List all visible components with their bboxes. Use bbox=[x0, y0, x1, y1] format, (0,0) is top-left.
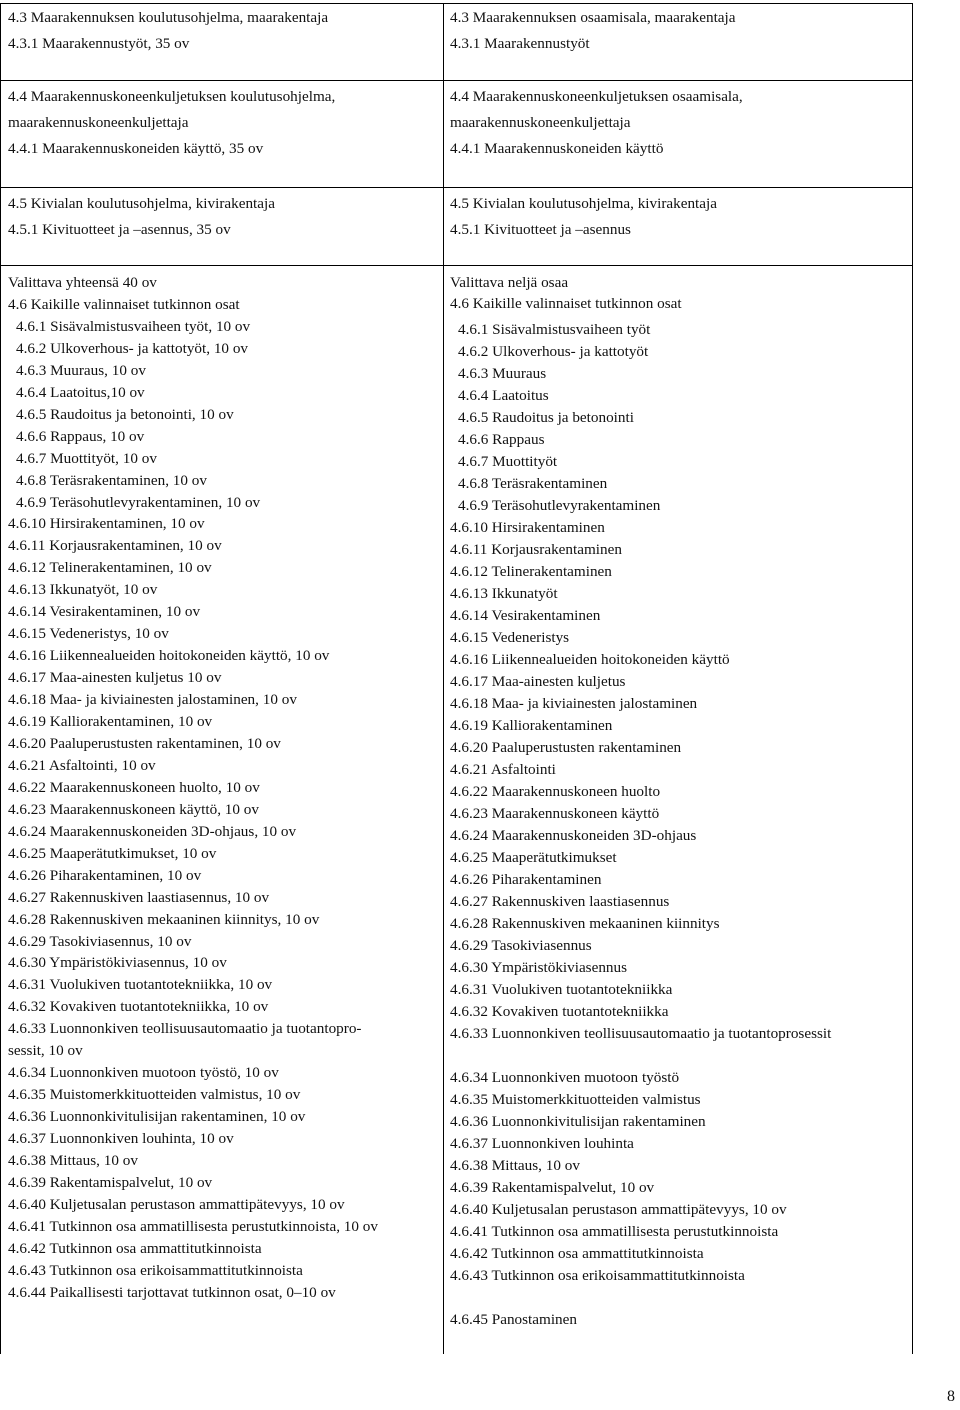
text-line: maarakennuskoneenkuljettaja bbox=[450, 114, 631, 131]
text-line: 4.6.38 Mittaus, 10 ov bbox=[450, 1157, 580, 1174]
text-line: Valittava neljä osaa bbox=[450, 274, 569, 291]
page-number: 8 bbox=[947, 1388, 955, 1405]
text-line: 4.6.42 Tutkinnon osa ammattitutkinnoista bbox=[8, 1239, 262, 1257]
text-line: 4.6.4 Laatoitus,10 ov bbox=[16, 383, 145, 401]
text-line: 4.6.17 Maa-ainesten kuljetus 10 ov bbox=[8, 669, 222, 687]
text-line: 4.6.6 Rappaus, 10 ov bbox=[16, 427, 145, 445]
text-line: 4.6.7 Muottityöt bbox=[458, 453, 558, 470]
text-line: 4.6.29 Tasokiviasennus, 10 ov bbox=[8, 932, 192, 950]
text-line: 4.6.45 Panostaminen bbox=[450, 1311, 577, 1328]
text-line: 4.6.42 Tutkinnon osa ammattitutkinnoista bbox=[450, 1245, 704, 1262]
text-line: 4.6.37 Luonnonkiven louhinta, 10 ov bbox=[8, 1130, 234, 1148]
text-line: 4.6.39 Rakentamispalvelut, 10 ov bbox=[8, 1173, 213, 1191]
text-line: 4.6.18 Maa- ja kiviainesten jalostaminen bbox=[450, 695, 698, 712]
text-line: 4.6.25 Maaperätutkimukset, 10 ov bbox=[8, 844, 217, 862]
table-left-border bbox=[0, 3, 1, 1354]
text-line: 4.6.26 Piharakentaminen bbox=[450, 871, 602, 888]
text-line: 4.6.29 Tasokiviasennus bbox=[450, 937, 592, 954]
text-line: 4.6.27 Rakennuskiven laastiasennus, 10 ov bbox=[8, 888, 270, 906]
table-top-border bbox=[0, 3, 913, 4]
text-line: 4.6 Kaikille valinnaiset tutkinnon osat bbox=[8, 295, 240, 313]
text-line: 4.6.28 Rakennuskiven mekaaninen kiinnitys bbox=[450, 915, 720, 932]
text-line: 4.6.14 Vesirakentaminen bbox=[450, 607, 601, 624]
column-divider bbox=[443, 3, 444, 1354]
text-line: 4.6.34 Luonnonkiven muotoon työstö bbox=[450, 1069, 680, 1086]
text-line: 4.6.8 Teräsrakentaminen bbox=[458, 475, 608, 492]
text-line: 4.6.22 Maarakennuskoneen huolto, 10 ov bbox=[8, 778, 260, 796]
row-divider bbox=[0, 187, 913, 188]
text-line: 4.6.44 Paikallisesti tarjottavat tutkinnon osat, 0–10 ov bbox=[8, 1283, 336, 1301]
row-divider bbox=[0, 265, 913, 266]
text-line: 4.5 Kivialan koulutusohjelma, kivirakentaja bbox=[450, 195, 717, 212]
text-line: 4.6.19 Kalliorakentaminen bbox=[450, 717, 613, 734]
text-line: 4.4 Maarakennuskoneenkuljetuksen koulutusohjelma, bbox=[8, 88, 336, 105]
text-line: 4.6.24 Maarakennuskoneiden 3D-ohjaus bbox=[450, 827, 697, 844]
text-line: 4.6.18 Maa- ja kiviainesten jalostaminen, 10 ov bbox=[8, 691, 297, 709]
text-line: 4.6.33 Luonnonkiven teollisuusautomaatio ja tuotantoprosessit bbox=[450, 1025, 832, 1042]
text-line: 4.6.31 Vuolukiven tuotantotekniikka, 10 ov bbox=[8, 976, 273, 994]
text-line: 4.4 Maarakennuskoneenkuljetuksen osaamisala, bbox=[450, 88, 743, 105]
text-line: 4.3 Maarakennuksen koulutusohjelma, maarakentaja bbox=[8, 9, 329, 26]
text-line: 4.6.41 Tutkinnon osa ammatillisesta perustutkinnoista bbox=[450, 1223, 779, 1240]
text-line: 4.6.5 Raudoitus ja betonointi bbox=[458, 409, 634, 426]
text-line: 4.6.21 Asfaltointi, 10 ov bbox=[8, 756, 156, 774]
text-line: 4.3 Maarakennuksen osaamisala, maarakentaja bbox=[450, 9, 736, 26]
text-line: 4.6.32 Kovakiven tuotantotekniikka bbox=[450, 1003, 669, 1020]
text-line: 4.6.15 Vedeneristys, 10 ov bbox=[8, 625, 169, 643]
text-line: 4.6.13 Ikkunatyöt, 10 ov bbox=[8, 581, 158, 599]
text-line: 4.6.23 Maarakennuskoneen käyttö, 10 ov bbox=[8, 800, 259, 818]
text-line: 4.6.7 Muottityöt, 10 ov bbox=[16, 449, 157, 467]
text-line: 4.6.34 Luonnonkiven muotoon työstö, 10 ov bbox=[8, 1064, 279, 1082]
text-line: 4.6.30 Ympäristökiviasennus, 10 ov bbox=[8, 954, 227, 972]
text-line: 4.6.2 Ulkoverhous- ja kattotyöt bbox=[458, 343, 649, 360]
text-line: 4.6.28 Rakennuskiven mekaaninen kiinnitys, 10 ov bbox=[8, 910, 320, 928]
text-line: 4.6.9 Teräsohutlevyrakentaminen bbox=[458, 497, 661, 514]
text-line: 4.6.3 Muuraus, 10 ov bbox=[16, 361, 146, 379]
text-line: 4.6.39 Rakentamispalvelut, 10 ov bbox=[450, 1179, 655, 1196]
text-line: 4.6.2 Ulkoverhous- ja kattotyöt, 10 ov bbox=[16, 339, 249, 357]
text-line: 4.6.11 Korjausrakentaminen, 10 ov bbox=[8, 537, 222, 555]
text-line: 4.6 Kaikille valinnaiset tutkinnon osat bbox=[450, 295, 682, 312]
text-line: 4.6.15 Vedeneristys bbox=[450, 629, 570, 646]
text-line: 4.6.12 Telinerakentaminen bbox=[450, 563, 612, 580]
text-line: 4.6.38 Mittaus, 10 ov bbox=[8, 1152, 138, 1169]
text-line: 4.6.43 Tutkinnon osa erikoisammattitutkinnoista bbox=[450, 1267, 745, 1284]
text-line: 4.6.40 Kuljetusalan perustason ammattipätevyys, 10 ov bbox=[8, 1195, 345, 1213]
text-line: 4.6.11 Korjausrakentaminen bbox=[450, 541, 622, 558]
text-line: Valittava yhteensä 40 ov bbox=[8, 274, 157, 291]
text-line: 4.6.30 Ympäristökiviasennus bbox=[450, 959, 628, 976]
text-line: 4.6.8 Teräsrakentaminen, 10 ov bbox=[16, 471, 207, 489]
text-line: 4.6.36 Luonnonkivitulisijan rakentaminen, 10 ov bbox=[8, 1108, 306, 1126]
text-line: sessit, 10 ov bbox=[8, 1042, 83, 1060]
text-line: 4.6.37 Luonnonkiven louhinta bbox=[450, 1135, 634, 1152]
text-line: 4.6.26 Piharakentaminen, 10 ov bbox=[8, 866, 202, 884]
text-line: 4.6.17 Maa-ainesten kuljetus bbox=[450, 673, 626, 690]
text-line: 4.6.12 Telinerakentaminen, 10 ov bbox=[8, 559, 212, 577]
text-line: 4.6.10 Hirsirakentaminen, 10 ov bbox=[8, 515, 205, 533]
text-line: 4.3.1 Maarakennustyöt, 35 ov bbox=[8, 35, 190, 52]
table-right-border bbox=[912, 3, 913, 1354]
row-divider bbox=[0, 80, 913, 81]
text-line: 4.4.1 Maarakennuskoneiden käyttö, 35 ov bbox=[8, 140, 264, 157]
text-line: 4.6.16 Liikennealueiden hoitokoneiden käyttö bbox=[450, 651, 730, 668]
text-line: 4.6.19 Kalliorakentaminen, 10 ov bbox=[8, 713, 213, 730]
text-line: 4.6.33 Luonnonkiven teollisuusautomaatio ja tuotantopro- bbox=[8, 1020, 362, 1038]
text-line: 4.6.14 Vesirakentaminen, 10 ov bbox=[8, 603, 201, 621]
text-line: 4.6.21 Asfaltointi bbox=[450, 761, 556, 778]
text-line: 4.6.31 Vuolukiven tuotantotekniikka bbox=[450, 981, 673, 998]
text-line: 4.6.16 Liikennealueiden hoitokoneiden käyttö, 10 ov bbox=[8, 647, 330, 665]
text-line: 4.6.43 Tutkinnon osa erikoisammattitutkinnoista bbox=[8, 1261, 303, 1279]
text-line: 4.6.41 Tutkinnon osa ammatillisesta perustutkinnoista, 10 ov bbox=[8, 1217, 378, 1235]
text-line: 4.6.27 Rakennuskiven laastiasennus bbox=[450, 893, 670, 910]
text-line: 4.6.35 Muistomerkkituotteiden valmistus, 10 ov bbox=[8, 1086, 301, 1104]
text-line: 4.6.6 Rappaus bbox=[458, 431, 545, 448]
text-line: 4.6.22 Maarakennuskoneen huolto bbox=[450, 783, 661, 800]
text-line: 4.5 Kivialan koulutusohjelma, kivirakentaja bbox=[8, 195, 275, 212]
text-line: 4.6.10 Hirsirakentaminen bbox=[450, 519, 605, 536]
text-line: 4.6.5 Raudoitus ja betonointi, 10 ov bbox=[16, 405, 234, 423]
text-line: 4.6.36 Luonnonkivitulisijan rakentaminen bbox=[450, 1113, 706, 1130]
text-line: 4.6.13 Ikkunatyöt bbox=[450, 585, 558, 602]
text-line: 4.6.3 Muuraus bbox=[458, 365, 547, 382]
text-line: 4.5.1 Kivituotteet ja –asennus bbox=[450, 221, 631, 238]
text-line: 4.6.1 Sisävalmistusvaiheen työt bbox=[458, 321, 651, 338]
text-line: 4.6.23 Maarakennuskoneen käyttö bbox=[450, 805, 660, 822]
text-line: 4.6.35 Muistomerkkituotteiden valmistus bbox=[450, 1091, 701, 1108]
text-line: 4.4.1 Maarakennuskoneiden käyttö bbox=[450, 140, 664, 157]
text-line: 4.6.40 Kuljetusalan perustason ammattipätevyys, 10 ov bbox=[450, 1201, 787, 1218]
text-line: 4.6.20 Paaluperustusten rakentaminen, 10 ov bbox=[8, 734, 281, 752]
text-line: maarakennuskoneenkuljettaja bbox=[8, 114, 189, 131]
text-line: 4.5.1 Kivituotteet ja –asennus, 35 ov bbox=[8, 221, 231, 238]
text-line: 4.6.4 Laatoitus bbox=[458, 387, 549, 404]
text-line: 4.3.1 Maarakennustyöt bbox=[450, 35, 590, 52]
text-line: 4.6.9 Teräsohutlevyrakentaminen, 10 ov bbox=[16, 493, 261, 511]
text-line: 4.6.1 Sisävalmistusvaiheen työt, 10 ov bbox=[16, 317, 251, 335]
text-line: 4.6.32 Kovakiven tuotantotekniikka, 10 ov bbox=[8, 998, 269, 1016]
text-line: 4.6.25 Maaperätutkimukset bbox=[450, 849, 617, 866]
text-line: 4.6.20 Paaluperustusten rakentaminen bbox=[450, 739, 682, 756]
text-line: 4.6.24 Maarakennuskoneiden 3D-ohjaus, 10 ov bbox=[8, 822, 297, 840]
